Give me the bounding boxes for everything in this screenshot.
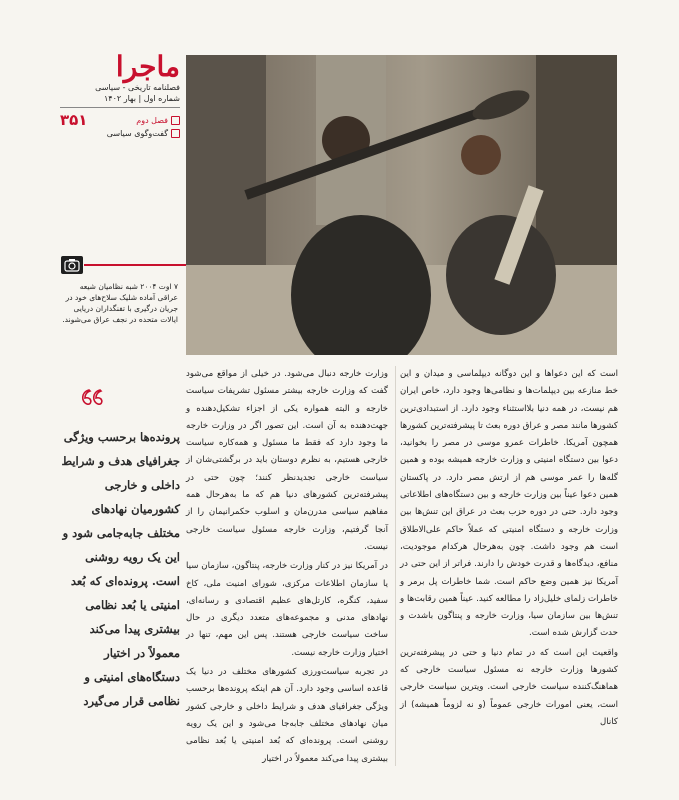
photo-fighter-front — [291, 215, 431, 355]
paragraph: وزارت خارجه دنبال می‌شود. در خیلی از مواقع می‌شود گفت که وزارت خارجه بیشتر مسئول تشریفات سیاست خارجه و البته همواره یکی از اجزاء تشکیل‌دهنده و جهت‌دهنده به آن است. این تصور اگر در وزارت خارجه ما وجود دارد که فقط ما مسئول و همه‌کاره سیاست خارجی هستیم، به نظرم دوستان باید در برگشتی‌شان از سیاست خارجی تجدیدنظر کنند؛ چون حتی در پیشرفته‌ترین کشورهای دنیا هم که ما به‌هرحال همه مفاهیم سیاسی مدرن‌مان و اسلوب حکمرانیمان را از آنجا گرفتیم، وزارت خارجه مسئول سیاست خارجی نیست. — [186, 369, 388, 552]
photo-illustration — [186, 55, 617, 355]
article-column-right — [400, 366, 618, 733]
article-photo — [186, 55, 617, 355]
camera-icon — [61, 256, 83, 274]
subsection-label: گفت‌وگوی سیاسی — [106, 129, 168, 138]
issue-info: شماره اول | بهار ۱۴۰۲ — [104, 94, 180, 103]
quote-mark-left — [83, 390, 91, 404]
photo-rocket-warhead — [469, 84, 533, 125]
paragraph: در تجربه سیاست‌ورزی کشورهای مختلف در دنیا یک قاعده اساسی وجود دارد. آن هم اینکه پرونده‌ها برحسب ویژگی جغرافیای هدف و شرایط داخلی و خارجی کشور میان نهادهای مختلف جابه‌جا می‌شود و این یک رویه روشنی است. پرونده‌ای که بُعد امنیتی یا بُعد نظامی بیشتری پیدا می‌کند معمولاً در اختیار — [186, 667, 388, 764]
column-divider — [395, 366, 396, 766]
camera-top — [69, 259, 75, 261]
masthead — [60, 52, 180, 138]
magazine-logo: ماجرا — [115, 50, 180, 83]
quote-mark-icon — [78, 384, 108, 414]
section-label-wrap — [136, 116, 180, 125]
caption-pointer-line — [84, 264, 186, 266]
magazine-subtitle: فصلنامه تاریخی - سیاسی — [95, 83, 180, 92]
photo-left-building — [186, 55, 266, 265]
section-icon — [171, 116, 180, 125]
paragraph: است که این دعواها و این دوگانه دیپلماسی و میدان و این خط منازعه بین دیپلمات‌ها و نظامی‌ها وجود دارد، خاص ایران هم نیست، در همه دنیا بلااستثناء وجود دارد. از استبدادی‌ترین کشورها مانند مصر و عراق دوره بعث تا پیشرفته‌ترین کشورها همچون آمریکا. خاطرات عمرو موسی در مصر را بخوانید، دعوا بین دستگاه امنیتی و وزارت خارجه همیشه بوده و همین گله‌ها را عمر موسی هم از ارتش مصر دارد. در پاکستان همین دعوا عیناً بین وزارت خارجه و بین دستگاه‌های اطلاعاتی وجود دارد. حتی در دوره حزب بعث در عراق این تنش‌ها بین وزارت خارجه و دستگاه امنیتی که عملاً حاکم علی‌الاطلاق است هم وجود داشت. چون به‌هرحال هرکدام موجودیت، منافع، دیدگاه‌ها و قدرت خودش را دارند. فراتر از این حتی در آمریکا نیز همین وضع حاکم است. شما خاطرات پل برمر و خاطرات زلمای خلیل‌زاد را مطالعه کنید. عیناً همین رقابت‌ها و تنش‌ها بین سازمان سیا، وزارت خارجه و پنتاگون باشدت و حدت گزارش شده است. — [400, 369, 618, 639]
article-column-left — [186, 366, 388, 770]
paragraph: در آمریکا نیز در کنار وزارت خارجه، پنتاگون، سازمان سیا یا سازمان اطلاعات مرکزی، شورای امنیت ملی، کاخ سفید، کنگره، کارتل‌های عظیم اقتصادی و رسانه‌ای، نهادهای مدنی و مجموعه‌های متعدد دیگری در حال ساخت سیاست خارجی هستند. پس این مهم، تنها در اختیار وزارت خارجه نیست. — [186, 561, 388, 658]
subsection-row — [60, 129, 180, 138]
section-row — [60, 111, 180, 129]
subsection-label-wrap — [107, 129, 180, 138]
masthead-rule — [60, 107, 180, 108]
chat-icon — [171, 129, 180, 138]
camera-lens — [69, 263, 75, 269]
quote-mark-right — [94, 390, 102, 404]
paragraph: واقعیت این است که در تمام دنیا و حتی در پیشرفته‌ترین کشورها وزارت خارجه نه مسئول سیاست خارجی که هماهنگ‌کننده سیاست خارجی است. ویترین سیاست خارجی است، یعنی امورات خارجی عموماً (و نه لزوماً همیشه) از کانال — [400, 647, 618, 727]
section-label: فصل دوم — [136, 115, 168, 125]
page-number: ۳۵۱ — [60, 111, 88, 129]
camera-glyph — [61, 256, 83, 274]
photo-caption: ۷ اوت ۲۰۰۴ شبه نظامیان شیعه عراقی آماده شلیک سلاح‌های خود در جریان درگیری با تفنگداران دریایی ایالات متحده در نجف عراق می‌شوند. — [62, 282, 178, 324]
pull-quote: پرونده‌ها برحسب ویژگی جغرافیای هدف و شرایط داخلی و خارجی کشورمیان نهادهای مختلف جابه‌جامی شود و این یک رویه روشنی است. پرونده‌ای که بُعد امنیتی یا بُعد نظامی بیشتری پیدا می‌کند معمولاً در اختیار دستگاه‌های امنیتی و نظامی قرار می‌گیرد — [61, 430, 180, 708]
photo-fighter-back-head — [461, 135, 501, 175]
